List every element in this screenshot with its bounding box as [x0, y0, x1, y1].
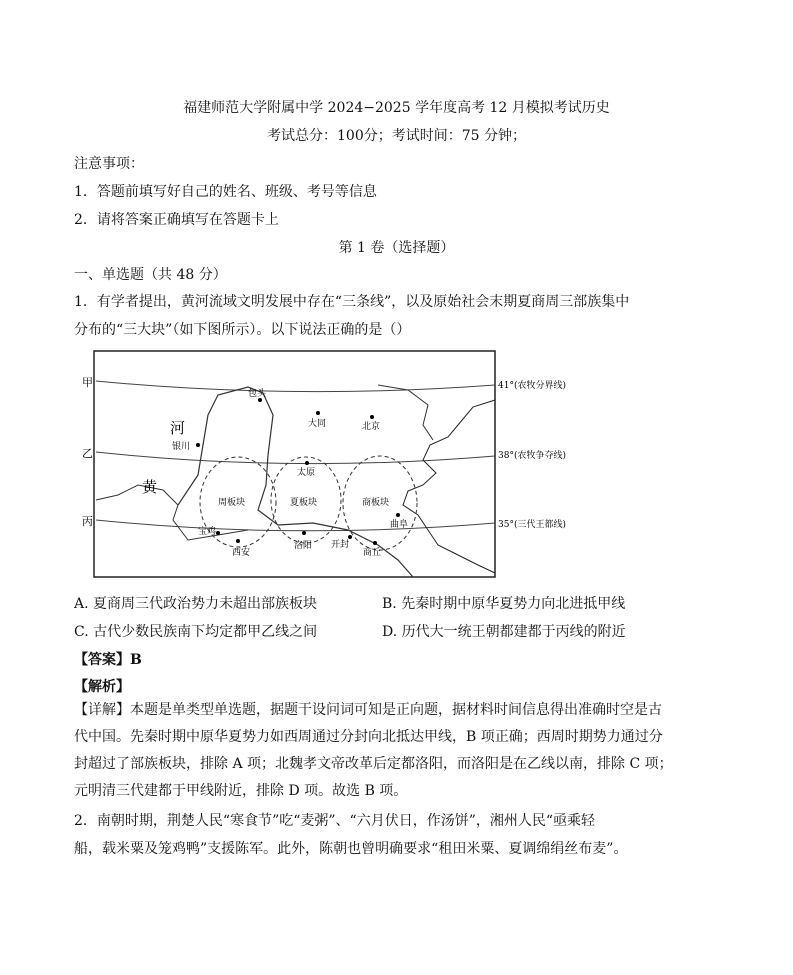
place-xian: 西安 — [232, 548, 251, 558]
block-label-zhou: 周板块 — [218, 498, 246, 508]
river-char-he: 河 — [170, 419, 186, 437]
line-label-bing: 丙 — [82, 515, 93, 528]
q1-detail: 【详解】本题是单类型单选题，据题干设问词可知是正向题，据材料时间信息得出准确时空是古代中国。先秦时期中原华夏势力如西周通过分封向北抵达甲线，B 项正确；西周时期势力通过分封超过了部族板块，排除 A 项；北魏孝文帝改革后定都洛阳，而洛阳是在乙线以南，排除 C 项；元明清三代建都于甲线附近，排除 D 项。故选 B 项。 — [74, 702, 673, 799]
notes-item-1: 1．答题前填写好自己的姓名、班级、考号等信息 — [74, 184, 377, 200]
latitude-line-jia — [96, 381, 495, 392]
line-label-jia: 甲 — [82, 376, 93, 389]
place-beijing: 北京 — [362, 422, 381, 432]
place-dot-datong — [316, 411, 320, 415]
place-dot-yinchuan — [196, 443, 200, 447]
block-label-shang: 商板块 — [362, 498, 390, 508]
place-shangqiu: 商丘 — [363, 548, 382, 558]
section-title: 一、单选题（共 48 分） — [74, 267, 227, 283]
q2-line1: 2．南朝时期，荆楚人民“寒食节”吃“麦粥”、“六月伏日，作汤饼”，湘州人民“亟乘轻 — [74, 813, 596, 829]
exam-subtitle: 考试总分：100分；考试时间：75 分钟； — [267, 128, 526, 144]
place-dot-taiyuan — [305, 461, 309, 465]
block-label-xia: 夏板块 — [290, 498, 318, 508]
q1-map — [78, 345, 608, 580]
place-dot-xian — [236, 539, 240, 543]
notes-item-2: 2．请将答案正确填写在答题卡上 — [74, 212, 279, 228]
volume-title: 第 1 卷（选择题） — [338, 240, 455, 256]
q1-stem-line2: 分布的“三大块”（如下图所示）。以下说法正确的是（） — [74, 322, 411, 338]
place-kaifeng: 开封 — [331, 540, 350, 550]
place-dot-luoyang — [302, 531, 306, 535]
q2-line2: 船，载米粟及笼鸡鸭”支援陈军。此外，陈朝也曾明确要求“租田米粟、夏调绵绢丝布麦”。 — [74, 841, 628, 857]
line-note-41: 41°(农牧分界线) — [498, 381, 566, 391]
q1-stem-line1: 1．有学者提出，黄河流域文明发展中存在“三条线”，以及原始社会末期夏商周三部族集中 — [74, 294, 630, 310]
line-note-38: 38°(农牧争夺线) — [498, 451, 566, 461]
q1-option-a: A. 夏商周三代政治势力未超出部族板块 — [74, 596, 318, 612]
place-dot-baoji — [216, 531, 220, 535]
place-dot-qufu — [396, 513, 400, 517]
place-dot-kaifeng — [348, 535, 352, 539]
place-dot-beijing — [370, 415, 374, 419]
q1-option-c: C. 古代少数民族南下均定都甲乙线之间 — [74, 624, 318, 640]
q1-option-b: B. 先秦时期中原华夏势力向北进抵甲线 — [382, 596, 626, 612]
line-note-35: 35°(三代王都线) — [498, 520, 566, 530]
q1-answer: 【答案】B — [74, 652, 142, 668]
place-yinchuan: 银川 — [172, 442, 191, 452]
notes-heading: 注意事项： — [74, 156, 144, 172]
place-baoji: 宝鸡 — [198, 527, 217, 537]
river-char-huang: 黄 — [142, 478, 158, 496]
q1-option-d: D. 历代大一统王朝都建都于丙线的附近 — [382, 624, 626, 640]
place-dot-shangqiu — [373, 541, 377, 545]
latitude-line-bing — [96, 520, 495, 531]
place-qufu: 曲阜 — [390, 520, 409, 530]
place-luoyang: 洛阳 — [294, 541, 313, 551]
place-datong: 大同 — [308, 419, 327, 429]
latitude-line-yi — [96, 452, 495, 464]
q1-analysis-heading: 【解析】 — [74, 679, 130, 695]
place-taiyuan: 太原 — [297, 468, 316, 478]
line-label-yi: 乙 — [82, 447, 93, 460]
province-border-2 — [378, 385, 433, 440]
province-border-1 — [96, 485, 248, 540]
place-baotou: 包头 — [248, 389, 267, 399]
coastline — [403, 400, 495, 573]
exam-title: 福建师范大学附属中学 2024−2025 学年度高考 12 月模拟考试历史 — [183, 100, 610, 116]
